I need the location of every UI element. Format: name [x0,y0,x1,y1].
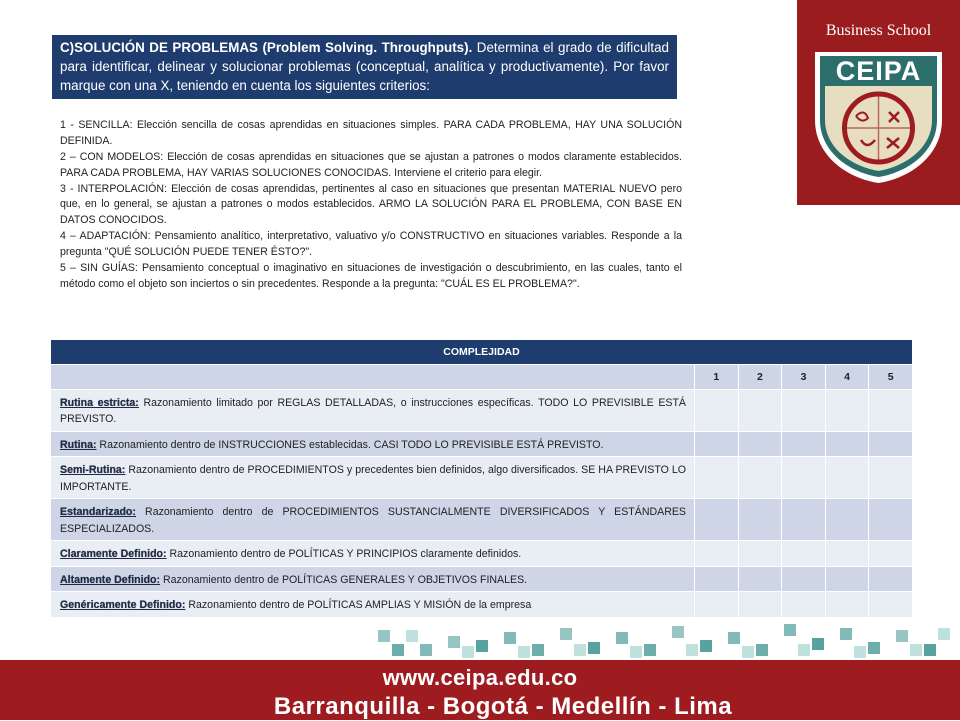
scale-2: 2 [738,365,782,390]
row-text: Razonamiento dentro de INSTRUCCIONES establecidas. CASI TODO LO PREVISIBLE ESTÁ PREVISTO. [96,439,604,451]
mark-cell-2[interactable] [738,432,782,457]
row-term: Genéricamente Definido: [60,599,186,612]
mark-cell-1[interactable] [695,566,739,591]
mark-cell-4[interactable] [825,457,869,499]
row-term: Claramente Definido: [60,548,167,561]
mark-cell-1[interactable] [695,390,739,432]
table-row [51,499,913,541]
table-title: COMPLEJIDAD [51,340,913,365]
row-text: Razonamiento dentro de POLÍTICAS AMPLIAS Y MISIÓN de la empresa [185,599,532,612]
mark-cell-5[interactable] [869,566,913,591]
mark-cell-3[interactable] [782,390,826,432]
section-description: Determina el grado de dificultad para identificar, delinear y solucionar problemas (conceptual, analítica y productivamente). Por favor marque con una X, teniendo en cuenta los siguientes criterios: [60,40,669,94]
mark-cell-4[interactable] [825,432,869,457]
mark-cell-4[interactable] [825,499,869,541]
mark-cell-4[interactable] [825,566,869,591]
criterion-5: 5 – SIN GUÍAS: Pensamiento conceptual o imaginativo en situaciones de investigación o descubrimiento, en las cuales, tanto el método como el objeto son inciertos o sin precedentes. Responde a la pregunta: "CUÁL ES EL PROBLEMA?". [60,262,682,290]
table-row [51,457,913,499]
row-text: Razonamiento limitado por REGLAS DETALLADAS, o instrucciones específicas. TODO LO PREVISIBLE ESTÁ PREVISTO. [60,397,686,426]
mark-cell-4[interactable] [825,592,869,617]
row-text: Razonamiento dentro de POLÍTICAS GENERALES Y OBJETIVOS FINALES. [160,573,528,586]
mark-cell-3[interactable] [782,499,826,541]
mark-cell-5[interactable] [869,432,913,457]
row-description [51,390,695,432]
mark-cell-1[interactable] [695,457,739,499]
criterion-3: 3 - INTERPOLACIÓN: Elección de cosas aprendidas, pertinentes al caso en situaciones que presentan MATERIAL NUEVO pero que, en lo general, se ajustan a patrones o modos establecidos. ARMO LA SOLUCIÓN PARA EL PROBLEMA, CON BASE EN DATOS CONOCIDOS. [60,182,682,227]
ceipa-shield-logo [811,50,946,185]
row-description [51,499,695,541]
table-row [51,592,913,617]
complexity-table [50,339,913,618]
table-row [51,432,913,457]
criterion-1: 1 - SENCILLA: Elección sencilla de cosas aprendidas en situaciones simples. PARA CADA PROBLEMA, HAY UNA SOLUCIÓN DEFINIDA. [60,119,682,147]
mark-cell-2[interactable] [738,390,782,432]
row-term: Estandarizado: [60,506,136,519]
mark-cell-1[interactable] [695,592,739,617]
decorative-tile-strip [0,618,960,660]
section-title: C)SOLUCIÓN DE PROBLEMAS (Problem Solving. Throughputs). [60,40,473,55]
mark-cell-5[interactable] [869,457,913,499]
criterion-2: 2 – CON MODELOS: Elección de cosas aprendidas en situaciones que se ajustan a patrones o modos claramente establecidos. PARA CADA PROBLEMA, HAY VARIAS SOLUCIONES CONOCIDAS. Interviene el criterio para elegir. [60,150,682,179]
mark-cell-2[interactable] [738,499,782,541]
ceipa-logo-panel [797,0,960,205]
mark-cell-5[interactable] [869,592,913,617]
mark-cell-3[interactable] [782,566,826,591]
table-row [51,390,913,432]
ceipa-wordmark: CEIPA [835,56,922,86]
mark-cell-4[interactable] [825,390,869,432]
row-description [51,541,695,566]
row-term: Rutina: [60,439,97,451]
campus-cities: Barranquilla - Bogotá - Medellín - Lima [273,693,733,720]
scale-row [51,365,913,390]
row-text: Razonamiento dentro de PROCEDIMIENTOS SUSTANCIALMENTE DIVERSIFICADOS Y ESTÁNDARES ESPECIALIZADOS. [60,506,686,535]
mark-cell-1[interactable] [695,432,739,457]
mark-cell-2[interactable] [738,541,782,566]
mark-cell-5[interactable] [869,499,913,541]
table-row [51,566,913,591]
scale-1: 1 [695,365,739,390]
row-term: Altamente Definido: [60,573,161,586]
mark-cell-1[interactable] [695,499,739,541]
row-description [51,432,695,457]
mark-cell-2[interactable] [738,566,782,591]
row-text: Razonamiento dentro de POLÍTICAS Y PRINCIPIOS claramente definidos. [166,548,522,561]
criteria-list [60,118,682,293]
website-url: www.ceipa.edu.co [382,665,578,690]
mark-cell-5[interactable] [869,541,913,566]
mark-cell-3[interactable] [782,541,826,566]
row-description [51,566,695,591]
scale-4: 4 [825,365,869,390]
mark-cell-2[interactable] [738,457,782,499]
mark-cell-4[interactable] [825,541,869,566]
mark-cell-5[interactable] [869,390,913,432]
row-term: Rutina estricta: [60,397,139,409]
table-row [51,541,913,566]
scale-3: 3 [782,365,826,390]
scale-blank-cell [51,365,695,390]
row-description [51,592,695,617]
mark-cell-3[interactable] [782,592,826,617]
row-description [51,457,695,499]
criterion-4: 4 – ADAPTACIÓN: Pensamiento analítico, interpretativo, valuativo y/o CONSTRUCTIVO en situaciones variables. Responde a la pregunta "QUÉ SOLUCIÓN PUEDE TENER ÉSTO?". [60,230,682,259]
mark-cell-3[interactable] [782,457,826,499]
mark-cell-1[interactable] [695,541,739,566]
mark-cell-3[interactable] [782,432,826,457]
row-text: Razonamiento dentro de PROCEDIMIENTOS y precedentes bien definidos, algo diversificados. SE HA PREVISTO LO IMPORTANTE. [60,464,686,493]
mark-cell-2[interactable] [738,592,782,617]
footer-banner [0,660,960,720]
scale-5: 5 [869,365,913,390]
business-school-label: Business School [825,22,932,39]
table-header-row [51,340,913,365]
section-header [52,35,677,99]
row-term: Semi-Rutina: [60,464,126,477]
